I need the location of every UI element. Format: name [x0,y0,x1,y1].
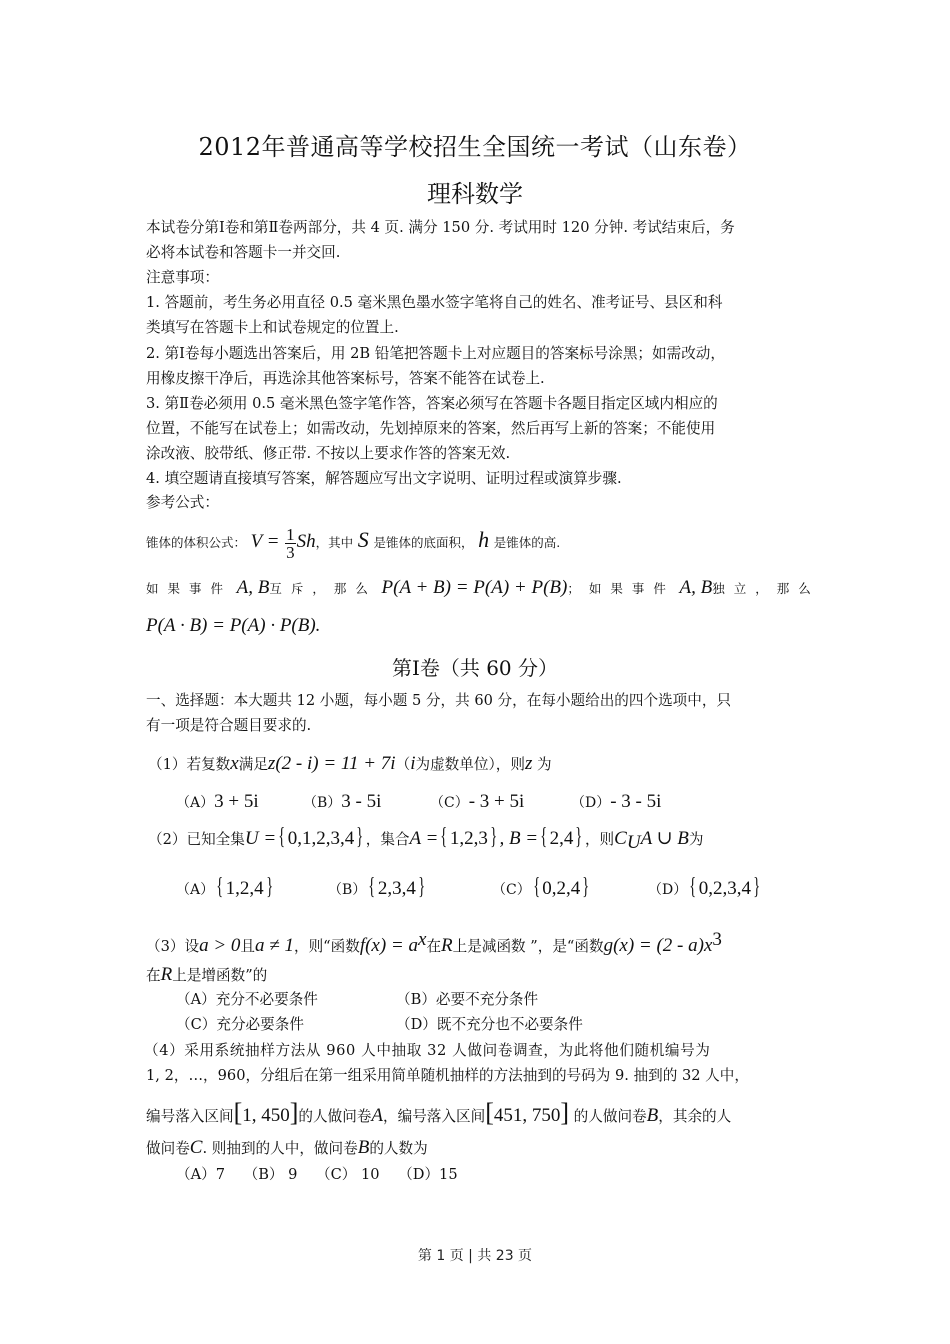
q2-option-d: （D）{ 0,2,3,4} [648,874,761,900]
note-4: 4. 填空题请直接填写答案，解答题应写出文字说明、证明过程或演算步骤. [146,470,622,487]
question-2: （2）已知全集U ={ 0,1,2,3,4} ，集合A ={ 1,2,3} , B ={ 2,4} ，则$C_UA$ ∪ B为 [148,824,704,853]
q4-option-b: （B） 9 [243,1166,298,1183]
q2-option-a: （A）{ 1,2,4} [176,874,273,900]
exam-subtitle: 理科数学 [427,180,523,208]
note-2a: 2. 第Ⅰ卷每小题选出答案后，用 2B 铅笔把答题卡上对应题目的答案标号涂黑；如需改动， [146,345,725,362]
q4-option-d: （D）15 [398,1166,458,1183]
q4-option-c: （C） 10 [316,1166,380,1183]
note-3c: 涂改液、胶带纸、修正带. 不按以上要求作答的答案无效. [146,445,511,462]
var-s: S [357,527,369,552]
section-desc-2: 有一项是符合题目要求的. [146,717,312,734]
q4-option-a: （A）7 [176,1166,226,1183]
note-3b: 位置，不能写在试卷上；如需改动，先划掉原来的答案，然后再写上新的答案；不能使用 [146,420,716,437]
cone-sh: Sh [296,531,316,552]
fraction-one-third: $\frac{1}{3}$ [286,524,295,562]
probability-formula-line-2 [146,614,320,639]
independent-eq: P(A · B) = P(A) · P(B). [146,615,321,636]
q1-option-d: （D）- 3 - 5i [571,791,662,812]
question-4-line-3: 编号落入区间[1, 450]的人做问卷A，编号落入区间[451, 750] 的人做问卷B，其余的人 [146,1098,732,1127]
q2-option-c: （C）{ 0,2,4} [492,874,590,900]
q4-options [176,1166,458,1183]
section-title: 第Ⅰ卷（共 60 分） [391,656,559,680]
formula-label: 参考公式： [146,494,219,511]
q2-option-b: （B）{ 2,3,4} [328,874,426,900]
question-3: （3）设a > 0且a ≠ 1，则“函数$f(x) = a^x$在R上是减函数 ”，是“函数$g(x) = (2 - a)x^3$ [146,929,722,956]
q1-option-c: （C）- 3 + 5i [430,791,525,812]
q1-option-b: （B）3 - 5i [303,791,382,812]
var-h: h [478,527,490,552]
note-1b: 类填写在答题卡上和试卷规定的位置上. [146,319,399,336]
section-desc-1: 一、选择题：本大题共 12 小题，每小题 5 分，共 60 分，在每小题给出的四个选项中，只 [146,692,732,709]
intro-line-2: 必将本试卷和答题卡一并交回. [146,244,341,261]
q3-option-d: （D）既不充分也不必要条件 [396,1016,583,1033]
cone-volume-formula: 锥体的体积公式： V = $\frac{1}{3}$ Sh，其中 S 是锥体的底面积， h 是锥体的高. [146,524,561,562]
q1-option-a: （A）3 + 5i [176,791,259,812]
question-4-line-4: 做问卷C. 则抽到的人中，做问卷B的人数为 [146,1137,428,1158]
q3-option-c: （C）充分必要条件 [176,1016,304,1033]
question-4-line-2: 1, 2，…，960，分组后在第一组采用简单随机抽样的方法抽到的号码为 9. 抽到的 32 人中， [146,1067,749,1084]
question-4: （4）采用系统抽样方法从 960 人中抽取 32 人做问卷调查，为此将他们随机编号为 [144,1042,711,1059]
notes-label: 注意事项： [146,269,219,286]
mutually-exclusive-eq: P(A + B) = P(A) + P(B) [381,577,568,598]
q3-option-b: （B）必要不充分条件 [396,991,539,1008]
exam-title: 2012年普通高等学校招生全国统一考试（山东卷） [198,133,752,161]
q3-option-a: （A）充分不必要条件 [176,991,318,1008]
note-3a: 3. 第Ⅱ卷必须用 0.5 毫米黑色签字笔作答，答案必须写在答题卡各题目指定区域内相应的 [146,395,718,412]
probability-formula-line-1: 如果事件 A, B互斥，那么 P(A + B) = P(A) + P(B)；如果事件 A, B独立，那么 [146,577,820,598]
cone-prefix: 锥体的体积公式： [146,535,247,550]
question-3-line-2: 在R上是增函数”的 [146,964,268,985]
note-2b: 用橡皮擦干净后，再选涂其他答案标号，答案不能答在试卷上. [146,370,545,387]
cone-v: V = [250,531,280,552]
intro-line-1: 本试卷分第Ⅰ卷和第Ⅱ卷两部分，共 4 页. 满分 150 分. 考试用时 120 分钟. 考试结束后，务 [146,219,735,236]
page-footer: 第 1 页 | 共 23 页 [417,1248,533,1264]
question-1: （1）若复数x满足z(2 - i) = 11 + 7i（i为虚数单位），则z 为 [148,753,552,774]
note-1a: 1. 答题前，考生务必用直径 0.5 毫米黑色墨水签字笔将自己的姓名、准考证号、县区和科 [146,294,723,311]
